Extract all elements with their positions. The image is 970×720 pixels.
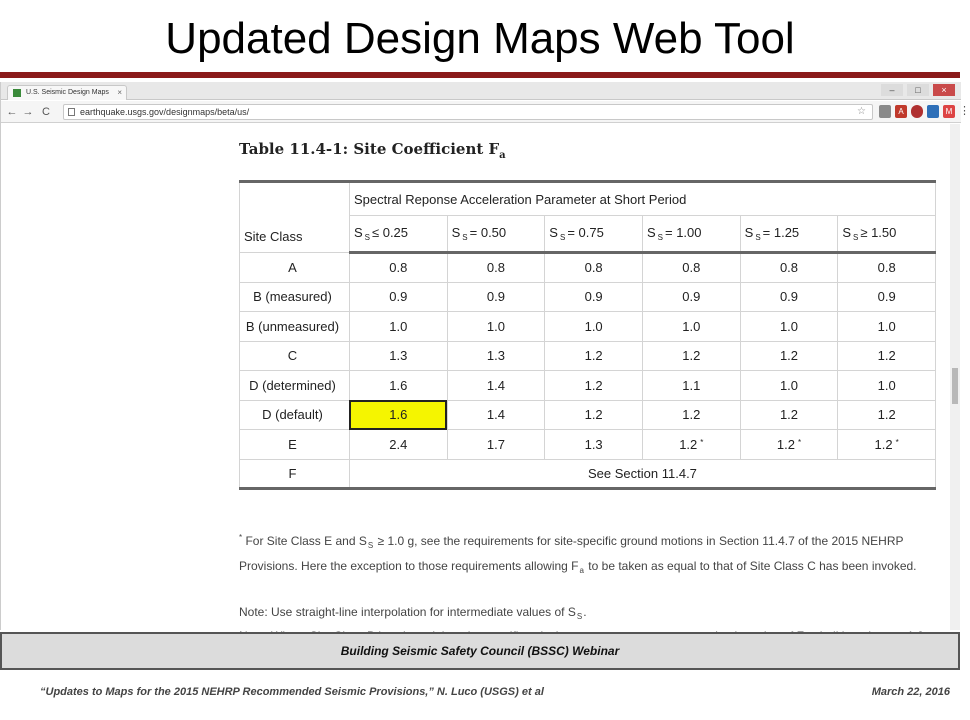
coefficient-cell (642, 400, 740, 430)
note-interpolation (239, 602, 929, 627)
maximize-button[interactable]: □ (907, 84, 929, 96)
coefficient-value: 0.9 (486, 289, 505, 305)
browser-tab[interactable] (7, 85, 127, 100)
coefficient-cell (447, 400, 545, 430)
coefficient-cell (740, 341, 838, 371)
table-heading-subscript: a (499, 150, 506, 161)
coefficient-value: 1.4 (486, 407, 505, 423)
ss-value: = 0.50 (469, 225, 507, 240)
ss-column-header (545, 216, 643, 253)
footnote-text: For Site Class E and S (242, 534, 367, 548)
ss-value: = 1.25 (762, 225, 800, 240)
coefficient-cell (740, 400, 838, 430)
bookmark-star-icon[interactable]: ☆ (857, 106, 866, 117)
ss-column-header (642, 216, 740, 253)
coefficient-cell (447, 430, 545, 460)
table-row (240, 253, 936, 283)
ss-value: = 0.75 (567, 225, 604, 240)
coefficient-cell (642, 430, 740, 460)
coefficient-value: 1.2 (779, 348, 799, 364)
ss-column-header (349, 216, 447, 253)
ss-value: = 1.00 (664, 225, 702, 240)
coefficient-value: 1.2 (776, 436, 795, 452)
highlighted-coefficient-cell (349, 400, 447, 430)
coefficient-cell (545, 253, 643, 283)
page-icon (68, 108, 75, 116)
coefficient-value: 1.1 (682, 377, 701, 393)
coefficient-value: 1.2 (877, 407, 896, 423)
ss-symbol: S (646, 225, 656, 240)
coefficient-value: 0.8 (682, 260, 701, 276)
coefficient-cell (838, 400, 936, 430)
site-class-cell: B (unmeasured) (240, 312, 350, 342)
coefficient-cell (838, 253, 936, 283)
coefficient-cell (349, 341, 447, 371)
coefficient-value: 1.2 (877, 348, 896, 364)
coefficient-cell (642, 312, 740, 342)
ss-column-header (740, 216, 838, 253)
coefficient-value: 1.3 (389, 348, 408, 364)
ss-subscript: S (852, 233, 859, 242)
menu-icon[interactable]: ⋮ (959, 105, 970, 117)
browser-window (0, 82, 970, 630)
site-class-cell: A (240, 253, 350, 283)
coefficient-value: 1.6 (389, 377, 408, 393)
ss-subscript: S (559, 233, 566, 242)
coefficient-cell (642, 371, 740, 401)
coefficient-cell (447, 282, 545, 312)
footer-date: March 22, 2016 (871, 686, 950, 698)
address-bar[interactable] (63, 104, 873, 120)
coefficient-value: 0.9 (779, 289, 799, 305)
minimize-button[interactable]: – (881, 84, 903, 96)
footnote-subscript: S (367, 541, 374, 550)
site-class-cell: C (240, 341, 350, 371)
ss-symbol: S (549, 225, 558, 240)
footer-citation: “Updates to Maps for the 2015 NEHRP Recommended Seismic Provisions,” N. Luco (USGS) et al (40, 686, 544, 698)
coefficient-cell (349, 253, 447, 283)
opera-icon[interactable] (911, 105, 923, 118)
coefficient-value: 0.9 (682, 289, 701, 305)
asterisk-mark: * (700, 437, 704, 447)
coefficient-value: 0.8 (779, 260, 799, 276)
navigation-bar (1, 101, 970, 123)
coefficient-cell (838, 312, 936, 342)
coefficient-value: 1.0 (389, 318, 408, 334)
table-row (240, 371, 936, 401)
coefficient-cell (545, 430, 643, 460)
coefficient-value: 1.0 (779, 377, 799, 393)
asterisk-mark: * (895, 437, 899, 447)
site-class-cell: D (default) (240, 400, 350, 430)
footnote-text: to be taken as equal to that of Site Class C has been invoked. (584, 559, 917, 573)
coefficient-value: 1.0 (877, 318, 896, 334)
ss-symbol: S (451, 225, 461, 240)
site-class-cell: E (240, 430, 350, 460)
usgs-favicon-icon (13, 89, 21, 97)
vertical-scrollbar[interactable] (950, 124, 960, 630)
coefficient-value: 1.0 (584, 318, 603, 334)
site-class-header: Site Class (240, 182, 350, 253)
coefficient-cell (740, 253, 838, 283)
extension-icons (879, 105, 969, 118)
coefficient-value: 1.0 (682, 318, 701, 334)
coefficient-value: 1.0 (877, 377, 896, 393)
note-text: . (583, 605, 587, 619)
coefficient-value: 1.2 (682, 407, 701, 423)
asterisk-mark: * (797, 437, 802, 447)
coefficient-value: 1.2 (679, 436, 698, 452)
site-class-cell: B (measured) (240, 282, 350, 312)
coefficient-cell (447, 253, 545, 283)
coefficient-cell (349, 430, 447, 460)
acrobat-icon[interactable]: A (895, 105, 907, 118)
coefficient-value: 0.8 (389, 260, 408, 276)
coefficient-value: 1.4 (486, 377, 505, 393)
footnote-site-class-e (239, 528, 929, 581)
coefficient-value: 2.4 (389, 436, 408, 452)
ss-subscript: S (364, 233, 370, 242)
coefficient-cell (349, 371, 447, 401)
ss-subscript: S (462, 233, 468, 242)
ss-symbol: S (842, 225, 851, 240)
coefficient-value: 1.2 (584, 348, 603, 364)
coefficient-cell (740, 430, 838, 460)
footnote-asterisk: * (239, 533, 243, 542)
scrollbar-thumb[interactable] (952, 368, 958, 404)
note-subscript: S (576, 612, 583, 621)
clock-icon[interactable] (927, 105, 939, 118)
table-row (240, 312, 936, 342)
coefficient-cell (838, 282, 936, 312)
see-section-cell: See Section 11.4.7 (349, 459, 935, 489)
tab-title: U.S. Seismic Design Maps (26, 89, 109, 96)
coefficient-cell (545, 341, 643, 371)
site-class-cell: F (240, 459, 350, 489)
coefficient-cell (838, 341, 936, 371)
coefficient-cell (838, 430, 936, 460)
coefficient-cell (545, 371, 643, 401)
footnote-subscript: a (579, 566, 584, 575)
tab-close-icon[interactable]: × (117, 88, 122, 97)
coefficient-cell (740, 312, 838, 342)
coefficient-cell (545, 312, 643, 342)
table-row (240, 400, 936, 430)
table-row (240, 341, 936, 371)
coefficient-cell (349, 282, 447, 312)
coefficient-value: 0.9 (877, 289, 896, 305)
table-row (240, 459, 936, 489)
coefficient-value: 0.8 (486, 260, 505, 276)
ss-symbol: S (353, 225, 363, 240)
close-window-button[interactable]: × (933, 84, 955, 96)
coefficient-value: 1.3 (584, 436, 603, 452)
coefficient-value: 0.9 (389, 289, 408, 305)
ss-column-header (838, 216, 936, 253)
spectral-header: Spectral Reponse Acceleration Parameter at Short Period (349, 182, 935, 216)
coefficient-value: 0.9 (584, 289, 603, 305)
reload-icon[interactable]: C (42, 106, 50, 118)
table-row (240, 430, 936, 460)
ss-column-header (447, 216, 545, 253)
coefficient-value: 1.2 (584, 377, 603, 393)
footnote-text: ≥ 1.0 g, see the requirements for site-specific ground motions in Section 11.4.7 of the 2015 NEHRP Provisions. Here the exception to those requirements allowing F (239, 534, 904, 573)
table-heading-text: Table 11.4-1: Site Coefficient F (239, 140, 500, 158)
gmail-icon[interactable]: M (943, 105, 955, 118)
coefficient-cell (545, 400, 643, 430)
ss-value: ≥ 1.50 (860, 225, 897, 240)
coefficient-cell (642, 341, 740, 371)
tab-bar (1, 82, 961, 100)
slide-title: Updated Design Maps Web Tool (165, 14, 795, 63)
back-arrow-icon[interactable]: ← (6, 106, 18, 118)
window-controls (881, 84, 955, 98)
webinar-banner (0, 632, 960, 670)
coefficient-cell (740, 371, 838, 401)
coefficient-value: 1.0 (486, 318, 505, 334)
coefficient-value: 1.2 (874, 436, 893, 452)
table-row (240, 282, 936, 312)
ss-value: ≤ 0.25 (371, 225, 409, 240)
coefficient-cell (349, 312, 447, 342)
note-text: Note: Use straight-line interpolation for intermediate values of S (239, 605, 576, 619)
coefficient-value: 1.0 (779, 318, 799, 334)
page-content (1, 124, 951, 630)
title-rule (0, 72, 960, 78)
ss-subscript: S (657, 233, 663, 242)
coefficient-cell (740, 282, 838, 312)
coefficient-value: 1.2 (584, 407, 603, 423)
coefficient-value: 0.8 (584, 260, 603, 276)
forward-arrow-icon[interactable]: → (22, 106, 34, 118)
site-coefficient-table (239, 180, 936, 490)
coefficient-cell (447, 341, 545, 371)
coefficient-cell (838, 371, 936, 401)
ss-subscript: S (755, 233, 761, 242)
coefficient-value: 1.6 (389, 407, 408, 423)
banner-text: Building Seismic Safety Council (BSSC) Webinar (340, 644, 620, 658)
coefficient-cell (545, 282, 643, 312)
url-text: earthquake.usgs.gov/designmaps/beta/us/ (80, 107, 250, 117)
coefficient-value: 1.3 (486, 348, 505, 364)
coefficient-cell (642, 282, 740, 312)
coefficient-cell (447, 371, 545, 401)
coefficient-value: 1.2 (779, 407, 799, 423)
coefficient-value: 0.8 (877, 260, 896, 276)
coefficient-cell (447, 312, 545, 342)
extension-icon[interactable] (879, 105, 891, 118)
coefficient-value: 1.2 (682, 348, 701, 364)
coefficient-cell (642, 253, 740, 283)
table-heading (239, 140, 506, 161)
site-class-cell: D (determined) (240, 371, 350, 401)
coefficient-value: 1.7 (486, 436, 505, 452)
ss-symbol: S (744, 225, 754, 240)
